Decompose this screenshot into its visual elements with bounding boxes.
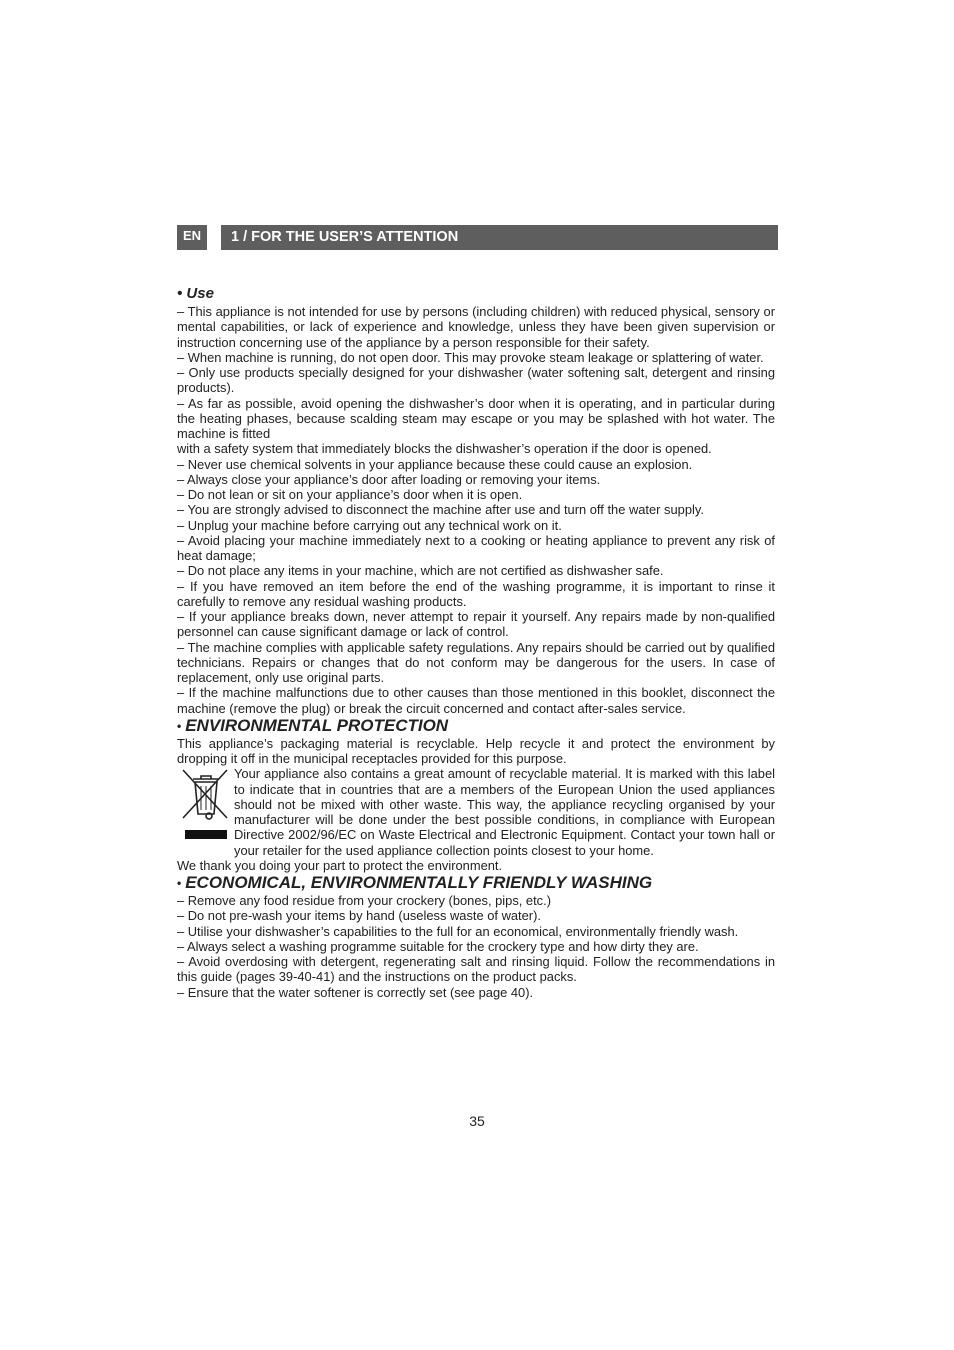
weee-text: Your appliance also contains a great amount of recyclable material. It is marked with this label to indicate that in countries that are a members of the European Union the used appliances should not be mixed with other waste. This way, the appliance recycling organised by your manufacturer will be done under the best possible conditions, in compliance with European Directive 2002/96/EC on Waste Electrical and Electronic Equipment. Contact your town hall or your retailer for the used appliance collection points closest to your home. [234, 766, 775, 858]
section-header [177, 225, 778, 250]
economical-paragraph: – Utilise your dishwasher’s capabilities to the full for an economical, environmentally friendly wash. [177, 923, 739, 939]
economical-list [177, 893, 775, 1000]
economical-paragraph: – Do not pre-wash your items by hand (useless waste of water). [177, 908, 541, 924]
use-paragraph: – Do not place any items in your machine, which are not certified as dishwasher safe. [177, 563, 664, 579]
environment-thanks: We thank you doing your part to protect the environment. [177, 857, 503, 873]
use-paragraph: – Avoid placing your machine immediately next to a cooking or heating appliance to prevent any risk of heat damage; [177, 532, 775, 563]
page-content [177, 284, 775, 1000]
use-list [177, 304, 775, 716]
use-paragraph: with a safety system that immediately blocks the dishwasher’s operation if the door is opened. [177, 441, 712, 457]
use-paragraph: – If you have removed an item before the end of the washing programme, it is important to rinse it carefully to remove any residual washing products. [177, 578, 775, 609]
crossed-out-bin-icon [179, 766, 232, 844]
use-heading: • Use [177, 285, 214, 302]
weee-block [177, 766, 775, 858]
economical-paragraph: – Avoid overdosing with detergent, regenerating salt and rinsing liquid. Follow the recommendations in this guide (pages 39-40-41) and the instructions on the product packs. [177, 954, 775, 985]
use-paragraph: – Only use products specially designed for your dishwasher (water softening salt, detergent and rinsing products). [177, 365, 775, 396]
heading-bullet: • [177, 718, 182, 733]
environment-heading-text: ENVIRONMENTAL PROTECTION [185, 715, 449, 735]
use-paragraph: – The machine complies with applicable safety regulations. Any repairs should be carried out by qualified technicians. Repairs or changes that do not conform may be dangerous for the users. In case of replacement, only use original parts. [177, 639, 775, 685]
use-paragraph: – If your appliance breaks down, never attempt to repair it yourself. Any repairs made by non-qualified personnel can cause significant damage or lack of control. [177, 609, 775, 640]
use-paragraph: – Do not lean or sit on your appliance’s door when it is open. [177, 487, 523, 502]
use-paragraph: – If the machine malfunctions due to other causes than those mentioned in this booklet, disconnect the machine (remove the plug) or break the circuit concerned and contact after-sales service. [177, 685, 775, 716]
economical-paragraph: – Remove any food residue from your crockery (bones, pips, etc.) [177, 893, 551, 908]
use-paragraph: – Never use chemical solvents in your appliance because these could cause an explosion. [177, 456, 693, 472]
economical-paragraph: – Always select a washing programme suitable for the crockery type and how dirty they are. [177, 938, 699, 954]
use-paragraph: – You are strongly advised to disconnect the machine after use and turn off the water supply. [177, 502, 704, 518]
economical-heading [177, 873, 775, 893]
environment-heading [177, 716, 775, 736]
heading-bullet: • [177, 876, 182, 890]
use-paragraph: – As far as possible, avoid opening the dishwasher’s door when it is operating, and in particular during the heating phases, because scalding steam may escape or you may be splashed with hot water. The machine is fitted [177, 395, 775, 441]
section-title: 1 / FOR THE USER’S ATTENTION [221, 225, 778, 250]
language-badge: EN [177, 225, 207, 250]
economical-paragraph: – Ensure that the water softener is correctly set (see page 40). [177, 984, 534, 1000]
economical-heading-text: ECONOMICAL, ENVIRONMENTALLY FRIENDLY WASHING [185, 873, 653, 892]
use-paragraph: – Always close your appliance’s door after loading or removing your items. [177, 471, 601, 487]
use-paragraph: – When machine is running, do not open door. This may provoke steam leakage or splattering of water. [177, 349, 764, 365]
environment-intro: This appliance’s packaging material is recyclable. Help recycle it and protect the environment by dropping it off in the municipal receptacles provided for this purpose. [177, 735, 775, 766]
use-paragraph: – Unplug your machine before carrying out any technical work on it. [177, 517, 562, 533]
use-paragraph: – This appliance is not intended for use by persons (including children) with reduced physical, sensory or mental capabilities, or lack of experience and knowledge, unless they have been given supervision or instruction concerning use of the appliance by a person responsible for their safety. [177, 304, 775, 350]
page-number: 35 [469, 1113, 485, 1129]
